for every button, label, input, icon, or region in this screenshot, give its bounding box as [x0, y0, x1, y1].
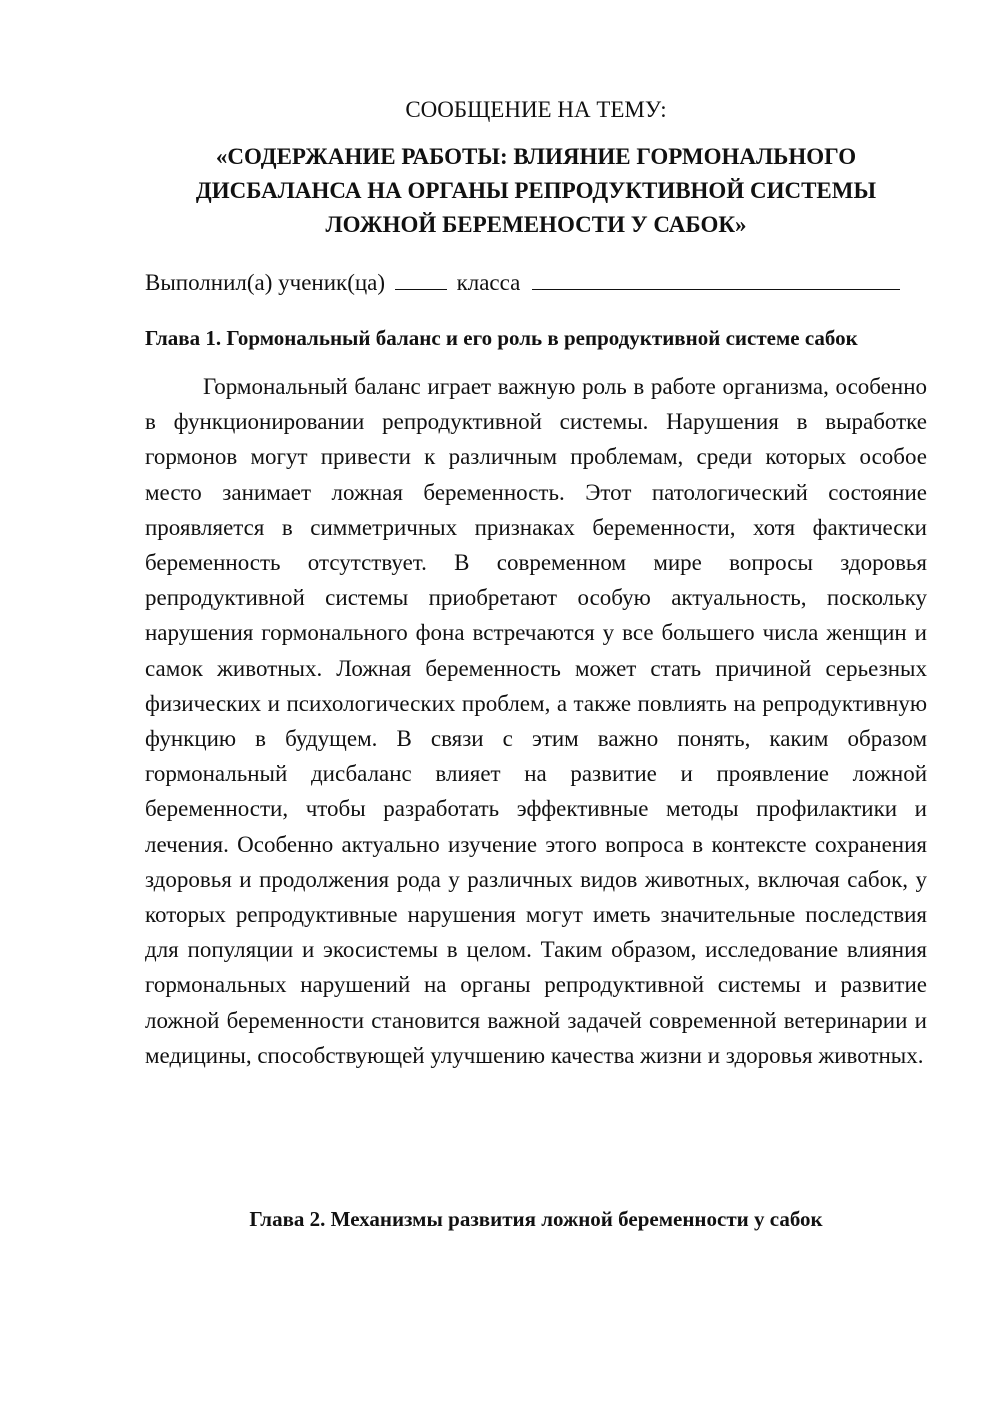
- chapter-2-heading: Глава 2. Механизмы развития ложной беременности у сабок: [249, 1207, 823, 1231]
- chapter-1-paragraph: Гормональный баланс играет важную роль в работе организма, особенно в функционировании репродуктивной системы. Нарушения в выработке гормонов могут привести к различным проблемам, среди которых особое место занимает ложная беременность. Этот патологический состояние проявляется в симметричных признаках беременности, хотя фактически беременность отсутствует. В современном мире вопросы здоровья репродуктивной системы приобретают особую актуальность, поскольку нарушения гормонального фона встречаются у все большего числа женщин и самок животных. Ложная беременность может стать причиной серьезных физических и психологических проблем, а также повлиять на репродуктивную функцию в будущем. В связи с этим важно понять, каким образом гормональный дисбаланс влияет на развитие и проявление ложной беременности, чтобы разработать эффективные методы профилактики и лечения. Особенно актуально изучение этого вопроса в контексте сохранения здоровья и продолжения рода у различных видов животных, включая сабок, у которых репродуктивные нарушения могут иметь значительные последствия для популяции и экосистемы в целом. Таким образом, исследование влияния гормональных нарушений на органы репродуктивной системы и развитие ложной беременности становится важной задачей современной ветеринарии и медицины, способствующей улучшению качества жизни и здоровья животных.: [145, 374, 927, 1068]
- document-header: СООБЩЕНИЕ НА ТЕМУ:: [405, 97, 667, 122]
- student-line: [145, 267, 927, 299]
- student-prefix: Выполнил(а) ученик(ца): [145, 270, 386, 295]
- student-name-blank: [532, 267, 900, 290]
- class-number-blank: [395, 267, 447, 290]
- chapter-1-heading: Глава 1. Гормональный баланс и его роль в репродуктивной системе сабок: [145, 326, 858, 350]
- student-class-label: класса: [456, 270, 521, 295]
- document-title: «СОДЕРЖАНИЕ РАБОТЫ: ВЛИЯНИЕ ГОРМОНАЛЬНОГО ДИСБАЛАНСА НА ОРГАНЫ РЕПРОДУКТИВНОЙ СИСТЕМЫ ЛОЖНОЙ БЕРЕМЕНОСТИ У САБОК»: [195, 144, 877, 237]
